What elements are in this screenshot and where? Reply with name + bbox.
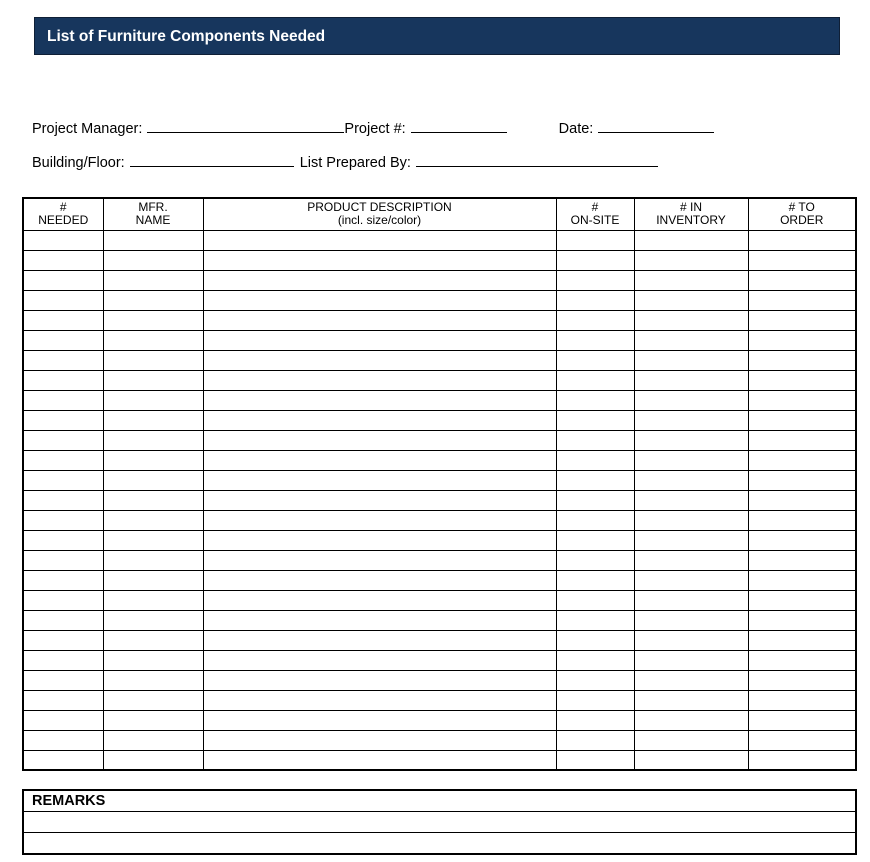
table-cell[interactable]: [103, 690, 203, 710]
table-cell[interactable]: [556, 590, 634, 610]
table-cell[interactable]: [748, 490, 856, 510]
table-cell[interactable]: [103, 750, 203, 770]
table-cell[interactable]: [634, 330, 748, 350]
table-cell[interactable]: [203, 270, 556, 290]
table-row: [23, 570, 856, 590]
table-row: [23, 270, 856, 290]
table-cell[interactable]: [748, 610, 856, 630]
table-cell[interactable]: [103, 670, 203, 690]
table-cell[interactable]: [556, 370, 634, 390]
table-cell[interactable]: [634, 610, 748, 630]
table-cell[interactable]: [23, 750, 103, 770]
column-header-in-inventory: # IN INVENTORY: [634, 198, 748, 230]
column-header-on-site: # ON-SITE: [556, 198, 634, 230]
table-cell[interactable]: [556, 430, 634, 450]
building-floor-label: Building/Floor:: [32, 155, 125, 171]
table-cell[interactable]: [748, 470, 856, 490]
table-cell[interactable]: [556, 410, 634, 430]
table-cell[interactable]: [23, 310, 103, 330]
remarks-row: [23, 812, 856, 833]
table-cell[interactable]: [103, 590, 203, 610]
building-floor-field[interactable]: [130, 152, 294, 167]
table-cell[interactable]: [634, 470, 748, 490]
table-cell[interactable]: [23, 290, 103, 310]
table-cell[interactable]: [23, 270, 103, 290]
table-cell[interactable]: [103, 330, 203, 350]
table-cell[interactable]: [556, 350, 634, 370]
table-cell[interactable]: [103, 550, 203, 570]
table-cell[interactable]: [634, 690, 748, 710]
table-cell[interactable]: [103, 310, 203, 330]
table-cell[interactable]: [103, 530, 203, 550]
table-row: [23, 290, 856, 310]
table-cell[interactable]: [23, 570, 103, 590]
table-row: [23, 710, 856, 730]
table-cell[interactable]: [203, 330, 556, 350]
table-cell[interactable]: [634, 290, 748, 310]
table-cell[interactable]: [556, 230, 634, 250]
table-cell[interactable]: [556, 710, 634, 730]
table-row: [23, 470, 856, 490]
table-cell[interactable]: [103, 290, 203, 310]
table-cell[interactable]: [634, 570, 748, 590]
table-cell[interactable]: [23, 630, 103, 650]
remarks-cell[interactable]: [23, 833, 856, 855]
table-cell[interactable]: [556, 330, 634, 350]
remarks-cell[interactable]: [23, 812, 856, 833]
table-cell[interactable]: [748, 510, 856, 530]
table-cell[interactable]: [203, 650, 556, 670]
table-cell[interactable]: [556, 510, 634, 530]
table-cell[interactable]: [556, 270, 634, 290]
table-cell[interactable]: [748, 410, 856, 430]
table-cell[interactable]: [23, 230, 103, 250]
column-header-needed: # NEEDED: [23, 198, 103, 230]
table-cell[interactable]: [748, 230, 856, 250]
date-label: Date:: [558, 121, 594, 137]
table-cell[interactable]: [203, 610, 556, 630]
table-cell[interactable]: [103, 730, 203, 750]
table-row: [23, 610, 856, 630]
table-row: [23, 630, 856, 650]
table-cell[interactable]: [203, 570, 556, 590]
table-cell[interactable]: [634, 590, 748, 610]
table-cell[interactable]: [103, 630, 203, 650]
table-cell[interactable]: [203, 630, 556, 650]
table-cell[interactable]: [23, 330, 103, 350]
table-cell[interactable]: [748, 270, 856, 290]
column-header-to-order: # TO ORDER: [748, 198, 856, 230]
table-cell[interactable]: [203, 590, 556, 610]
table-row: [23, 670, 856, 690]
table-cell[interactable]: [634, 730, 748, 750]
table-cell[interactable]: [103, 370, 203, 390]
table-cell[interactable]: [634, 750, 748, 770]
table-cell[interactable]: [748, 590, 856, 610]
table-cell[interactable]: [103, 610, 203, 630]
table-cell[interactable]: [634, 450, 748, 470]
table-cell[interactable]: [103, 230, 203, 250]
table-cell[interactable]: [203, 490, 556, 510]
table-row: [23, 590, 856, 610]
table-cell[interactable]: [203, 370, 556, 390]
table-cell[interactable]: [556, 630, 634, 650]
table-cell[interactable]: [23, 530, 103, 550]
table-cell[interactable]: [23, 370, 103, 390]
table-cell[interactable]: [748, 250, 856, 270]
table-cell[interactable]: [23, 590, 103, 610]
table-cell[interactable]: [634, 510, 748, 530]
table-cell[interactable]: [203, 470, 556, 490]
table-row: [23, 550, 856, 570]
remarks-body: [23, 812, 856, 855]
table-cell[interactable]: [748, 670, 856, 690]
table-cell[interactable]: [203, 670, 556, 690]
table-cell[interactable]: [203, 530, 556, 550]
table-cell[interactable]: [748, 310, 856, 330]
column-header-mfr-name: MFR. NAME: [103, 198, 203, 230]
table-cell[interactable]: [103, 390, 203, 410]
table-cell[interactable]: [556, 550, 634, 570]
table-cell[interactable]: [634, 410, 748, 430]
table-row: [23, 230, 856, 250]
table-cell[interactable]: [556, 470, 634, 490]
table-cell[interactable]: [203, 230, 556, 250]
table-cell[interactable]: [103, 450, 203, 470]
table-cell[interactable]: [556, 530, 634, 550]
components-table: [22, 197, 857, 771]
table-row: [23, 410, 856, 430]
table-cell[interactable]: [556, 570, 634, 590]
table-cell[interactable]: [103, 510, 203, 530]
table-cell[interactable]: [748, 750, 856, 770]
table-cell[interactable]: [556, 390, 634, 410]
table-cell[interactable]: [23, 730, 103, 750]
remarks-label: REMARKS: [23, 790, 856, 812]
table-cell[interactable]: [203, 690, 556, 710]
table-cell[interactable]: [23, 490, 103, 510]
table-cell[interactable]: [556, 610, 634, 630]
table-row: [23, 730, 856, 750]
table-cell[interactable]: [634, 390, 748, 410]
table-cell[interactable]: [748, 550, 856, 570]
table-cell[interactable]: [634, 550, 748, 570]
table-cell[interactable]: [634, 370, 748, 390]
remarks-table: [22, 789, 857, 855]
table-cell[interactable]: [634, 530, 748, 550]
table-cell[interactable]: [23, 610, 103, 630]
list-prepared-by-field[interactable]: [416, 152, 658, 167]
table-cell[interactable]: [203, 550, 556, 570]
table-cell[interactable]: [203, 710, 556, 730]
table-cell[interactable]: [556, 490, 634, 510]
table-row: [23, 350, 856, 370]
table-row: [23, 750, 856, 770]
table-cell[interactable]: [748, 390, 856, 410]
table-row: [23, 390, 856, 410]
table-cell[interactable]: [23, 410, 103, 430]
table-cell[interactable]: [23, 670, 103, 690]
table-cell[interactable]: [103, 410, 203, 430]
table-cell[interactable]: [23, 690, 103, 710]
list-prepared-by-label: List Prepared By:: [299, 155, 411, 171]
table-cell[interactable]: [203, 450, 556, 470]
table-cell[interactable]: [23, 650, 103, 670]
table-cell[interactable]: [103, 710, 203, 730]
table-body: [23, 230, 856, 770]
table-cell[interactable]: [556, 310, 634, 330]
table-cell[interactable]: [556, 290, 634, 310]
table-cell[interactable]: [203, 430, 556, 450]
table-row: [23, 690, 856, 710]
table-cell[interactable]: [556, 670, 634, 690]
table-cell[interactable]: [203, 250, 556, 270]
table-cell[interactable]: [748, 530, 856, 550]
table-cell[interactable]: [103, 430, 203, 450]
table-cell[interactable]: [748, 330, 856, 350]
table-cell[interactable]: [23, 250, 103, 270]
table-cell[interactable]: [103, 650, 203, 670]
table-cell[interactable]: [103, 250, 203, 270]
remarks-row: [23, 833, 856, 855]
table-cell[interactable]: [748, 450, 856, 470]
table-cell[interactable]: [634, 430, 748, 450]
table-cell[interactable]: [634, 490, 748, 510]
table-row: [23, 310, 856, 330]
table-cell[interactable]: [203, 310, 556, 330]
table-cell[interactable]: [203, 350, 556, 370]
table-cell[interactable]: [103, 490, 203, 510]
table-cell[interactable]: [748, 630, 856, 650]
table-cell[interactable]: [556, 690, 634, 710]
table-row: [23, 250, 856, 270]
date-field[interactable]: [598, 118, 714, 133]
table-row: [23, 370, 856, 390]
table-cell[interactable]: [748, 650, 856, 670]
table-cell[interactable]: [634, 250, 748, 270]
table-cell[interactable]: [23, 350, 103, 370]
table-cell[interactable]: [23, 470, 103, 490]
table-cell[interactable]: [556, 650, 634, 670]
table-cell[interactable]: [634, 350, 748, 370]
table-cell[interactable]: [203, 510, 556, 530]
column-header-product-description: PRODUCT DESCRIPTION (incl. size/color): [203, 198, 556, 230]
project-manager-label: Project Manager:: [32, 121, 143, 137]
table-cell[interactable]: [103, 470, 203, 490]
table-cell[interactable]: [23, 510, 103, 530]
table-cell[interactable]: [748, 730, 856, 750]
table-cell[interactable]: [556, 450, 634, 470]
table-cell[interactable]: [23, 390, 103, 410]
table-cell[interactable]: [634, 670, 748, 690]
table-row: [23, 490, 856, 510]
table-cell[interactable]: [634, 650, 748, 670]
table-row: [23, 510, 856, 530]
table-cell[interactable]: [23, 710, 103, 730]
table-cell[interactable]: [556, 250, 634, 270]
table-row: [23, 450, 856, 470]
table-cell[interactable]: [748, 710, 856, 730]
table-cell[interactable]: [748, 290, 856, 310]
table-cell[interactable]: [634, 230, 748, 250]
table-cell[interactable]: [556, 750, 634, 770]
table-row: [23, 330, 856, 350]
header-fields-row-2: [32, 152, 658, 171]
table-cell[interactable]: [556, 730, 634, 750]
header-fields-row-1: [32, 118, 714, 137]
table-cell[interactable]: [23, 450, 103, 470]
table-row: [23, 530, 856, 550]
form-title: List of Furniture Components Needed: [34, 17, 840, 55]
project-number-label: Project #:: [344, 121, 406, 137]
table-cell[interactable]: [203, 290, 556, 310]
table-header-row: [23, 198, 856, 230]
table-row: [23, 650, 856, 670]
table-cell[interactable]: [103, 570, 203, 590]
table-cell[interactable]: [23, 550, 103, 570]
table-cell[interactable]: [748, 370, 856, 390]
table-cell[interactable]: [748, 570, 856, 590]
table-cell[interactable]: [103, 350, 203, 370]
table-cell[interactable]: [203, 750, 556, 770]
project-number-field[interactable]: [411, 118, 507, 133]
table-cell[interactable]: [203, 410, 556, 430]
table-cell[interactable]: [634, 710, 748, 730]
table-cell[interactable]: [23, 430, 103, 450]
table-row: [23, 430, 856, 450]
table-cell[interactable]: [203, 390, 556, 410]
project-manager-field[interactable]: [147, 118, 344, 133]
table-cell[interactable]: [748, 690, 856, 710]
table-cell[interactable]: [103, 270, 203, 290]
table-cell[interactable]: [748, 430, 856, 450]
table-cell[interactable]: [203, 730, 556, 750]
table-cell[interactable]: [748, 350, 856, 370]
table-cell[interactable]: [634, 310, 748, 330]
table-cell[interactable]: [634, 270, 748, 290]
table-cell[interactable]: [634, 630, 748, 650]
